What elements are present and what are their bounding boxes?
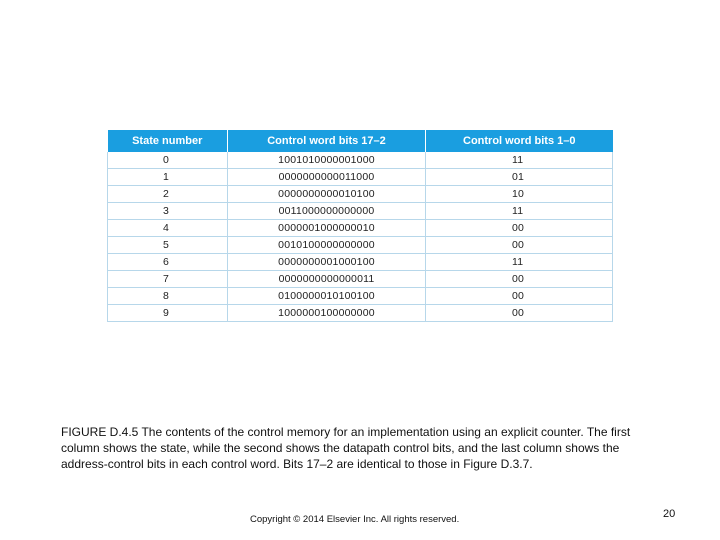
bits-17-2-cell: 1000000100000000 — [228, 305, 426, 322]
bits-17-2-cell: 0000000000010100 — [228, 186, 426, 203]
bits-1-0-cell: 00 — [426, 305, 613, 322]
bits-17-2-cell: 0000000001000100 — [228, 254, 426, 271]
bits-17-2-cell: 0011000000000000 — [228, 203, 426, 220]
bits-17-2-cell: 0010100000000000 — [228, 237, 426, 254]
state-cell: 6 — [108, 254, 228, 271]
table-row — [108, 220, 613, 237]
state-cell: 1 — [108, 169, 228, 186]
copyright-notice: Copyright © 2014 Elsevier Inc. All rights reserved. — [250, 514, 460, 525]
table-row — [108, 186, 613, 203]
table-body — [108, 152, 613, 322]
table-row — [108, 169, 613, 186]
header-control-bits-17-2: Control word bits 17–2 — [228, 130, 426, 152]
control-memory-table — [107, 130, 613, 322]
state-cell: 4 — [108, 220, 228, 237]
bits-1-0-cell: 10 — [426, 186, 613, 203]
table-header-row — [108, 130, 613, 152]
control-memory-table-wrapper — [107, 130, 612, 322]
bits-1-0-cell: 00 — [426, 288, 613, 305]
table-row — [108, 152, 613, 169]
bits-17-2-cell: 0000000000011000 — [228, 169, 426, 186]
header-state-number: State number — [108, 130, 228, 152]
table-row — [108, 305, 613, 322]
bits-1-0-cell: 01 — [426, 169, 613, 186]
state-cell: 3 — [108, 203, 228, 220]
bits-1-0-cell: 00 — [426, 220, 613, 237]
state-cell: 2 — [108, 186, 228, 203]
bits-17-2-cell: 1001010000001000 — [228, 152, 426, 169]
state-cell: 5 — [108, 237, 228, 254]
table-row — [108, 203, 613, 220]
table-row — [108, 288, 613, 305]
bits-1-0-cell: 11 — [426, 203, 613, 220]
header-control-bits-1-0: Control word bits 1–0 — [426, 130, 613, 152]
bits-17-2-cell: 0100000010100100 — [228, 288, 426, 305]
table-header — [108, 130, 613, 152]
table-row — [108, 271, 613, 288]
bits-1-0-cell: 11 — [426, 152, 613, 169]
state-cell: 9 — [108, 305, 228, 322]
bits-1-0-cell: 00 — [426, 237, 613, 254]
state-cell: 7 — [108, 271, 228, 288]
figure-caption: FIGURE D.4.5 The contents of the control memory for an implementation using an explicit counter. The first column shows the state, while the second shows the datapath control bits, and the last column shows the address-control bits in each control word. Bits 17–2 are identical to those in Figure D.3.7. — [61, 425, 631, 471]
bits-1-0-cell: 00 — [426, 271, 613, 288]
bits-1-0-cell: 11 — [426, 254, 613, 271]
page-number: 20 — [663, 508, 676, 520]
bits-17-2-cell: 0000001000000010 — [228, 220, 426, 237]
state-cell: 0 — [108, 152, 228, 169]
state-cell: 8 — [108, 288, 228, 305]
table-row — [108, 254, 613, 271]
bits-17-2-cell: 0000000000000011 — [228, 271, 426, 288]
table-row — [108, 237, 613, 254]
